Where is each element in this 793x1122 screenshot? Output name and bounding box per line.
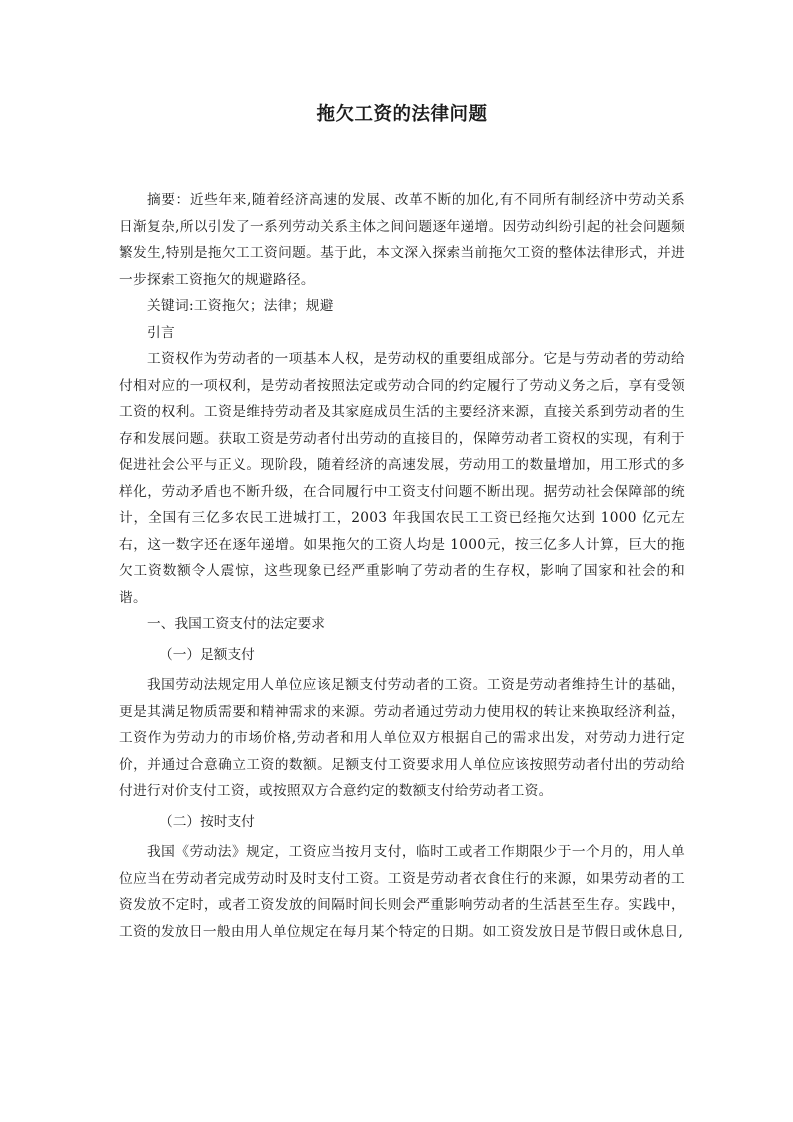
abstract-paragraph: 摘要：近些年来,随着经济高速的发展、改革不断的加化,有不同所有制经济中劳动关系日渐复杂,所以引发了一系列劳动关系主体之间问题逐年递增。因劳动纠纷引起的社会问题频繁发生,特别是拖欠工工资问题。基于此，本文深入探索当前拖欠工资的整体法律形式，并进一步探索工资拖欠的规避路径。 — [119, 192, 685, 288]
document-title: 拖欠工资的法律问题 — [316, 104, 488, 125]
subsection-heading-1: （一）足额支付 — [159, 646, 255, 663]
subsection-paragraph-2: 我国《劳动法》规定，工资应当按月支付，临时工或者工作期限少于一个月的，用人单位应当在劳动者完成劳动时及时支付工资。工资是劳动者衣食住行的来源，如果劳动者的工资发放不定时，或者工资发放的间隔时间长则会严重影响劳动者的生活甚至生存。实践中，工资的发放日一般由用人单位规定在每月某个特定的日期。如工资发放日是节假日或休息日, — [119, 844, 685, 940]
section-heading-1: 一、我国工资支付的法定要求 — [147, 616, 325, 632]
document-page — [119, 100, 685, 945]
subsection-paragraph-1: 我国劳动法规定用人单位应该足额支付劳动者的工资。工资是劳动者维持生计的基础，更是其满足物质需要和精神需求的来源。劳动者通过劳动力使用权的转让来换取经济利益，工资作为劳动力的市场价格,劳动者和用人单位双方根据自己的需求出发，对劳动力进行定价，并通过合意确立工资的数额。足额支付工资要求用人单位应该按照劳动者付出的劳动给付进行对价支付工资，或按照双方合意约定的数额支付给劳动者工资。 — [119, 677, 685, 799]
subsection-heading-2: （二）按时支付 — [159, 813, 255, 830]
intro-paragraph: 工资权作为劳动者的一项基本人权，是劳动权的重要组成部分。它是与劳动者的劳动给付相对应的一项权利，是劳动者按照法定或劳动合同的约定履行了劳动义务之后，享有受领工资的权利。工资是维持劳动者及其家庭成员生活的主要经济来源，直接关系到劳动者的生存和发展问题。获取工资是劳动者付出劳动的直接目的，保障劳动者工资权的实现，有利于促进社会公平与正义。现阶段，随着经济的高速发展，劳动用工的数量增加，用工形式的多样化，劳动矛盾也不断升级，在合同履行中工资支付问题不断出现。据劳动社会保障部的统计，全国有三亿多农民工进城打工，2003 年我国农民工工资已经拖欠达到 1000 亿元左右，这一数字还在逐年递增。如果拖欠的工资人均是 1000元，按三亿多人计算，巨大的拖欠工资数额令人震惊，这些现象已经严重影响了劳动者的生存权，影响了国家和社会的和谐。 — [119, 351, 685, 606]
keywords-line: 关键词:工资拖欠；法律；规避 — [147, 298, 334, 314]
intro-heading: 引言 — [147, 324, 175, 341]
